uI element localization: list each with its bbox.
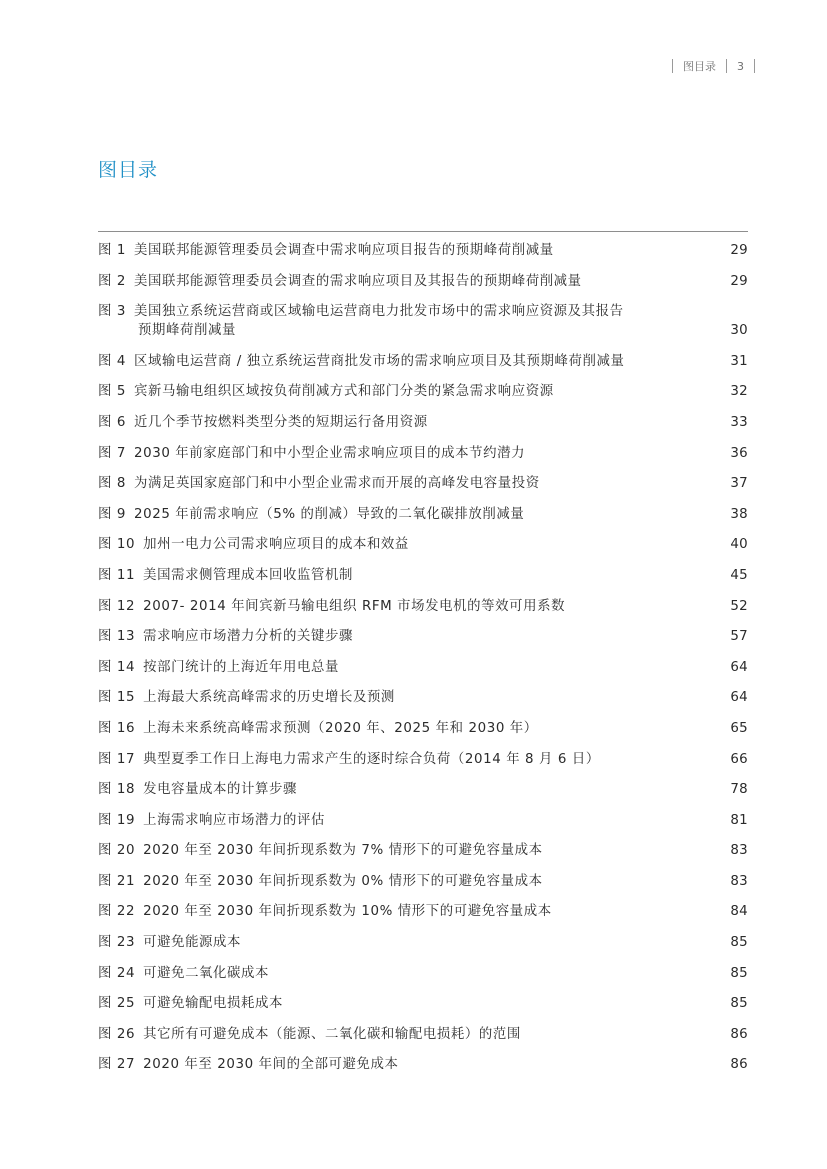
figure-title: 2020 年至 2030 年间折现系数为 10% 情形下的可避免容量成本 bbox=[143, 904, 552, 920]
figure-title: 美国独立系统运营商或区域输电运营商电力批发市场中的需求响应资源及其报告 bbox=[133, 304, 624, 320]
figure-list bbox=[98, 235, 748, 1080]
toc-entry-label bbox=[98, 413, 708, 432]
page-title: 图目录 bbox=[98, 159, 159, 181]
toc-entry[interactable] bbox=[98, 499, 748, 530]
figure-title: 2030 年前家庭部门和中小型企业需求响应项目的成本节约潜力 bbox=[133, 445, 526, 461]
figure-title: 2025 年前需求响应（5% 的削减）导致的二氧化碳排放削减量 bbox=[133, 506, 525, 522]
figure-title: 上海未来系统高峰需求预测（2020 年、2025 年和 2030 年） bbox=[143, 720, 538, 736]
toc-entry[interactable] bbox=[98, 988, 748, 1019]
toc-entry[interactable] bbox=[98, 958, 748, 989]
toc-entry-line bbox=[98, 444, 708, 463]
toc-entry-label bbox=[98, 933, 708, 952]
page-number: 81 bbox=[730, 812, 748, 828]
page-number: 57 bbox=[730, 629, 748, 645]
figure-title: 为满足英国家庭部门和中小型企业需求而开展的高峰发电容量投资 bbox=[133, 476, 540, 492]
toc-entry-label bbox=[98, 841, 708, 860]
toc-entry[interactable] bbox=[98, 1019, 748, 1050]
figure-title: 上海最大系统高峰需求的历史增长及预测 bbox=[143, 690, 395, 706]
toc-entry-label bbox=[98, 272, 708, 291]
toc-entry[interactable] bbox=[98, 376, 748, 407]
header-divider bbox=[672, 59, 673, 73]
page-number: 85 bbox=[730, 996, 748, 1012]
toc-entry-label bbox=[98, 352, 708, 371]
toc-entry-line bbox=[98, 413, 708, 432]
toc-entry-label bbox=[98, 1025, 708, 1044]
page-number: 31 bbox=[730, 353, 748, 369]
toc-entry[interactable] bbox=[98, 713, 748, 744]
page-number: 38 bbox=[730, 506, 748, 522]
figure-number: 图 7 bbox=[98, 445, 126, 461]
page-number: 64 bbox=[730, 659, 748, 675]
toc-entry-label bbox=[98, 241, 708, 260]
figure-number: 图 18 bbox=[98, 782, 136, 798]
toc-entry-line bbox=[98, 902, 708, 921]
figure-number: 图 27 bbox=[98, 1057, 136, 1073]
page-number: 29 bbox=[730, 273, 748, 289]
page-number: 29 bbox=[730, 243, 748, 258]
figure-title: 需求响应市场潜力分析的关键步骤 bbox=[143, 629, 353, 645]
figure-title-continuation: 预期峰荷削减量 bbox=[138, 323, 236, 339]
figure-number: 图 17 bbox=[98, 751, 136, 767]
toc-entry[interactable] bbox=[98, 835, 748, 866]
toc-entry[interactable] bbox=[98, 407, 748, 438]
toc-entry[interactable] bbox=[98, 805, 748, 836]
figure-title: 2020 年至 2030 年间折现系数为 7% 情形下的可避免容量成本 bbox=[143, 843, 543, 859]
figure-number: 图 11 bbox=[98, 567, 136, 583]
toc-entry[interactable] bbox=[98, 266, 748, 297]
figure-number: 图 19 bbox=[98, 812, 136, 828]
toc-entry-line bbox=[98, 535, 708, 554]
running-header bbox=[672, 58, 755, 74]
toc-entry-label bbox=[98, 382, 708, 401]
toc-entry-label bbox=[98, 902, 708, 921]
figure-number: 图 12 bbox=[98, 598, 136, 614]
toc-entry-line bbox=[98, 841, 708, 860]
page-number: 52 bbox=[730, 598, 748, 614]
toc-entry[interactable] bbox=[98, 591, 748, 622]
figure-number: 图 26 bbox=[98, 1026, 136, 1042]
page-number: 86 bbox=[730, 1026, 748, 1042]
figure-number: 图 25 bbox=[98, 996, 136, 1012]
figure-title: 可避免能源成本 bbox=[143, 935, 242, 951]
toc-entry[interactable] bbox=[98, 235, 748, 266]
toc-entry-label bbox=[98, 444, 708, 463]
header-page-number: 3 bbox=[737, 59, 744, 73]
figure-title: 按部门统计的上海近年用电总量 bbox=[143, 659, 339, 675]
toc-entry-line bbox=[98, 566, 708, 585]
header-divider bbox=[754, 59, 755, 73]
toc-entry[interactable] bbox=[98, 560, 748, 591]
figure-title: 2020 年至 2030 年间折现系数为 0% 情形下的可避免容量成本 bbox=[143, 873, 543, 889]
toc-entry-label bbox=[98, 1055, 708, 1074]
figure-title: 宾新马输电组织区域按负荷削减方式和部门分类的紧急需求响应资源 bbox=[133, 384, 554, 400]
toc-entry-line bbox=[98, 597, 708, 616]
toc-entry-label bbox=[98, 994, 708, 1013]
figure-title: 典型夏季工作日上海电力需求产生的逐时综合负荷（2014 年 8 月 6 日） bbox=[143, 751, 600, 767]
figure-number: 图 8 bbox=[98, 476, 126, 492]
toc-entry[interactable] bbox=[98, 621, 748, 652]
toc-entry-label bbox=[98, 535, 708, 554]
toc-entry-label bbox=[98, 597, 708, 616]
figure-number: 图 6 bbox=[98, 414, 126, 430]
toc-entry-line bbox=[98, 658, 708, 677]
page-number: 37 bbox=[730, 476, 748, 492]
toc-entry[interactable] bbox=[98, 927, 748, 958]
toc-entry-line bbox=[98, 933, 708, 952]
toc-entry-line bbox=[98, 1055, 708, 1074]
toc-entry-label bbox=[98, 688, 708, 707]
figure-number: 图 3 bbox=[98, 304, 126, 320]
toc-entry[interactable] bbox=[98, 468, 748, 499]
toc-entry-label bbox=[98, 302, 708, 340]
figure-number: 图 5 bbox=[98, 384, 126, 400]
toc-entry-line bbox=[98, 811, 708, 830]
toc-entry-line bbox=[98, 994, 708, 1013]
header-divider bbox=[726, 59, 727, 73]
toc-entry[interactable] bbox=[98, 682, 748, 713]
header-section-label: 图目录 bbox=[683, 60, 716, 73]
toc-entry[interactable] bbox=[98, 896, 748, 927]
toc-entry[interactable] bbox=[98, 529, 748, 560]
figure-title: 上海需求响应市场潜力的评估 bbox=[143, 812, 325, 828]
page-number: 66 bbox=[730, 751, 748, 767]
toc-entry[interactable] bbox=[98, 652, 748, 683]
toc-entry-line bbox=[98, 627, 708, 646]
toc-entry-label bbox=[98, 964, 708, 983]
title-divider bbox=[98, 231, 748, 232]
figure-title: 美国联邦能源管理委员会调查的需求响应项目及其报告的预期峰荷削减量 bbox=[133, 273, 582, 289]
page-number: 65 bbox=[730, 720, 748, 736]
toc-entry[interactable] bbox=[98, 774, 748, 805]
page-number: 40 bbox=[730, 537, 748, 553]
figure-number: 图 22 bbox=[98, 904, 136, 920]
toc-entry-line bbox=[98, 474, 708, 493]
figure-number: 图 10 bbox=[98, 537, 136, 553]
toc-entry-label bbox=[98, 474, 708, 493]
page-number: 86 bbox=[730, 1057, 748, 1073]
toc-entry-label bbox=[98, 505, 708, 524]
figure-title: 美国需求侧管理成本回收监管机制 bbox=[143, 567, 353, 583]
page-number: 85 bbox=[730, 965, 748, 981]
figure-number: 图 4 bbox=[98, 353, 126, 369]
figure-title: 2007- 2014 年间宾新马输电组织 RFM 市场发电机的等效可用系数 bbox=[143, 598, 566, 614]
figure-number: 图 16 bbox=[98, 720, 136, 736]
page-number: 45 bbox=[730, 567, 748, 583]
figure-number: 图 14 bbox=[98, 659, 136, 675]
figure-title: 加州一电力公司需求响应项目的成本和效益 bbox=[143, 537, 409, 553]
toc-entry-line bbox=[98, 750, 708, 769]
page-number: 78 bbox=[730, 782, 748, 798]
figure-title: 发电容量成本的计算步骤 bbox=[143, 782, 297, 798]
toc-entry-label bbox=[98, 719, 708, 738]
toc-entry[interactable] bbox=[98, 296, 748, 346]
figure-number: 图 1 bbox=[98, 243, 126, 258]
toc-entry-label bbox=[98, 658, 708, 677]
figure-number: 图 21 bbox=[98, 873, 136, 889]
figure-number: 图 24 bbox=[98, 965, 136, 981]
toc-entry-line bbox=[98, 780, 708, 799]
figure-number: 图 2 bbox=[98, 273, 126, 289]
toc-entry-line bbox=[98, 719, 708, 738]
toc-entry-line bbox=[98, 505, 708, 524]
toc-entry-label bbox=[98, 750, 708, 769]
figure-title: 其它所有可避免成本（能源、二氧化碳和输配电损耗）的范围 bbox=[143, 1026, 521, 1042]
toc-entry-label bbox=[98, 566, 708, 585]
figure-number: 图 23 bbox=[98, 935, 136, 951]
toc-entry[interactable] bbox=[98, 346, 748, 377]
toc-entry-line bbox=[98, 241, 708, 260]
figure-number: 图 20 bbox=[98, 843, 136, 859]
page-number: 83 bbox=[730, 843, 748, 859]
toc-entry-line bbox=[98, 688, 708, 707]
toc-entry[interactable] bbox=[98, 438, 748, 469]
figure-title: 近几个季节按燃料类型分类的短期运行备用资源 bbox=[133, 414, 428, 430]
figure-number: 图 13 bbox=[98, 629, 136, 645]
toc-entry-line bbox=[98, 872, 708, 891]
toc-entry-line bbox=[98, 302, 708, 321]
figure-title: 可避免输配电损耗成本 bbox=[143, 996, 283, 1012]
figure-title: 可避免二氧化碳成本 bbox=[143, 965, 270, 981]
figure-title: 美国联邦能源管理委员会调查中需求响应项目报告的预期峰荷削减量 bbox=[133, 243, 554, 258]
toc-entry-label bbox=[98, 872, 708, 891]
page-number: 32 bbox=[730, 384, 748, 400]
toc-entry-line bbox=[98, 1025, 708, 1044]
figure-title: 2020 年至 2030 年间的全部可避免成本 bbox=[143, 1057, 399, 1073]
figure-number: 图 9 bbox=[98, 506, 126, 522]
page-number: 36 bbox=[730, 445, 748, 461]
page-number: 85 bbox=[730, 935, 748, 951]
toc-entry[interactable] bbox=[98, 744, 748, 775]
toc-entry-line bbox=[98, 272, 708, 291]
toc-entry-label bbox=[98, 811, 708, 830]
page-number: 33 bbox=[730, 414, 748, 430]
toc-entry[interactable] bbox=[98, 866, 748, 897]
toc-entry[interactable] bbox=[98, 1049, 748, 1080]
page-number: 64 bbox=[730, 690, 748, 706]
toc-entry-line bbox=[98, 352, 708, 371]
figure-title: 区域输电运营商 / 独立系统运营商批发市场的需求响应项目及其预期峰荷削减量 bbox=[133, 353, 625, 369]
toc-entry-label bbox=[98, 780, 708, 799]
toc-entry-label bbox=[98, 627, 708, 646]
toc-entry-line bbox=[98, 382, 708, 401]
page-number: 84 bbox=[730, 904, 748, 920]
figure-number: 图 15 bbox=[98, 690, 136, 706]
toc-entry-line bbox=[98, 964, 708, 983]
page-number: 30 bbox=[730, 323, 748, 339]
page-number: 83 bbox=[730, 873, 748, 889]
